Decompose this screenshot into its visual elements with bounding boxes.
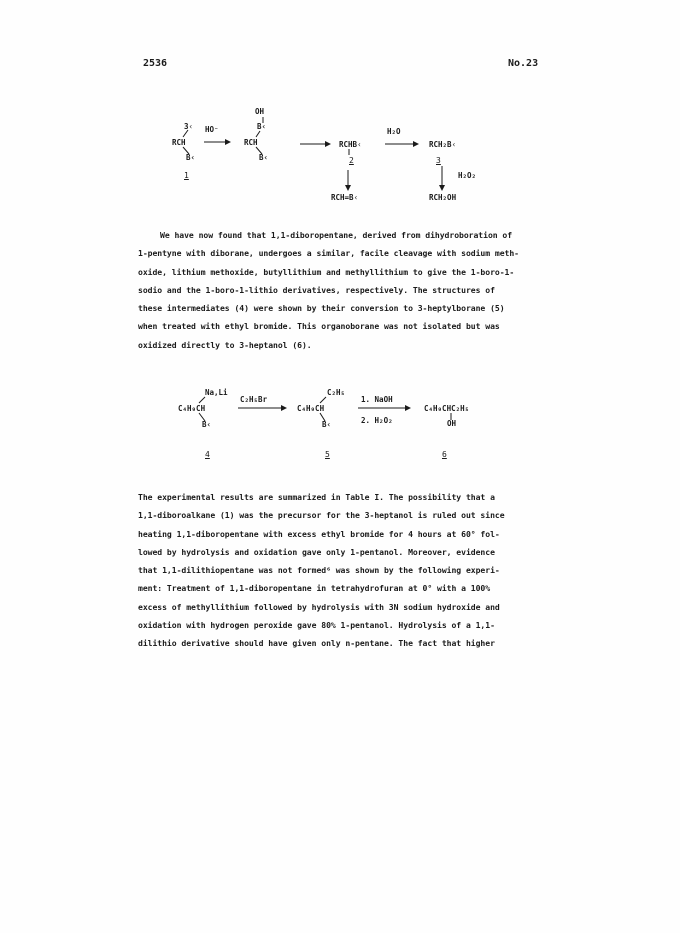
- paragraph-2: [138, 488, 550, 653]
- text-line: heating 1,1-diboropentane with excess ethyl bromide for 4 hours at 60° fol-: [138, 528, 500, 539]
- ethyl-bromide-reagent: C₂H₅Br: [240, 395, 268, 404]
- compound-label-2: 2: [349, 156, 354, 165]
- text-line: these intermediates (4) were shown by their conversion to 3-heptylborane (5): [138, 303, 505, 314]
- text-line: sodio and the 1-boro-1-lithio derivatives, respectively. The structures of: [138, 284, 495, 295]
- paragraph-1: [138, 226, 550, 354]
- text-line: oxidation with hydrogen peroxide gave 80% 1-pentanol. Hydrolysis of a 1,1-: [138, 620, 495, 631]
- text-line: The experimental results are summarized in Table I. The possibility that a: [138, 492, 495, 502]
- hydroxide-reagent: HO⁻: [205, 125, 219, 134]
- text-line: 1,1-diboroalkane (1) was the precursor for the 3-heptanol is ruled out since: [138, 510, 505, 521]
- text-line: oxidized directly to 3-heptanol (6).: [138, 339, 312, 350]
- step-1-reagent: 1. NaOH: [361, 395, 393, 404]
- metal-substituents: Na,Li: [205, 388, 228, 397]
- intermediate-3: RCH₂B‹: [429, 140, 457, 149]
- text-line: ment: Treatment of 1,1-diboropentane in tetrahydrofuran at 0° with a 100%: [138, 583, 491, 594]
- scheme1-rch-1: RCH: [172, 138, 186, 147]
- compound-label-6: 6: [442, 450, 447, 459]
- starting-carbanion: C₄H₉CH: [178, 404, 206, 413]
- heptanol-product: C₄H₉CHC₂H₅: [424, 404, 470, 413]
- journal-issue: No.23: [508, 58, 539, 69]
- step-2-reagent: 2. H₂O₂: [361, 416, 393, 425]
- ethyl-substituent: C₂H₅: [327, 388, 346, 397]
- scheme1-rch-2: RCH: [244, 138, 258, 147]
- text-line: when treated with ethyl bromide. This organoborane was not isolated but was: [138, 321, 500, 332]
- product-hydroxyl: OH: [447, 419, 457, 428]
- text-line: that 1,1-dilithiopentane was not formed⁶ was shown by the following experi-: [138, 565, 500, 576]
- water-reagent: H₂O: [387, 127, 401, 136]
- compound-label-5: 5: [325, 450, 330, 459]
- text-line: dilithio derivative should have given only n-pentane. The fact that higher: [138, 638, 495, 649]
- text-line: 1-pentyne with diborane, undergoes a similar, facile cleavage with sodium meth-: [138, 248, 520, 259]
- product-alkylidene: RCH=B‹: [331, 193, 359, 202]
- text-line: We have now found that 1,1-diboropentane, derived from dihydroboration of: [160, 230, 513, 240]
- peroxide-reagent: H₂O₂: [458, 171, 477, 180]
- product-alcohol: RCH₂OH: [429, 193, 457, 202]
- intermediate-2: RCHB‹: [339, 140, 362, 149]
- compound-label-4: 4: [205, 450, 210, 459]
- page-number: 2536: [143, 58, 168, 69]
- compound-label-1: 1: [184, 171, 189, 180]
- text-line: lowed by hydrolysis and oxidation gave only 1-pentanol. Moreover, evidence: [138, 546, 495, 557]
- text-line: oxide, lithium methoxide, butyllithium and methyllithium to give the 1-boro-1-: [138, 266, 515, 277]
- scheme1-oh: OH: [255, 107, 265, 116]
- text-line: excess of methyllithium followed by hydrolysis with 3N sodium hydroxide and: [138, 601, 500, 612]
- heptylborane: C₄H₉CH: [297, 404, 325, 413]
- compound-label-3: 3: [436, 156, 441, 165]
